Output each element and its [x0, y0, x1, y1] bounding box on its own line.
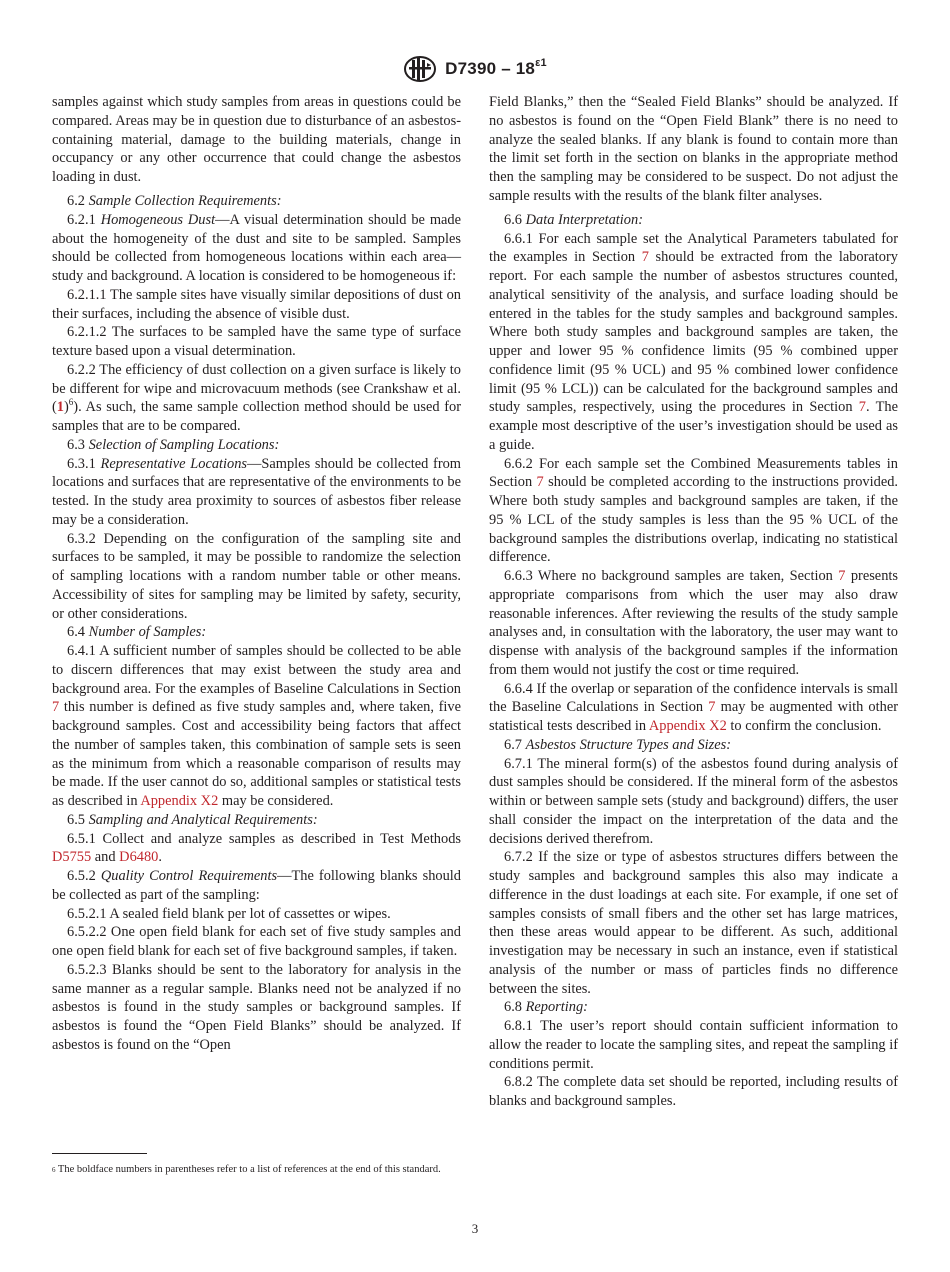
- section-6-7-heading: 6.7 Asbestos Structure Types and Sizes:: [504, 736, 732, 753]
- left-column: [52, 93, 461, 1055]
- paragraph-continuation-right: Field Blanks,” then the “Sealed Field Blanks” should be analyzed. If no asbestos is found on the “Open Field Blank” there is no need to analyze the sealed blanks. If any blank is found to contain more than the limit set forth in the section on blanks in the appropriate method then the sampling may be considered to be suspect. Do not adjust the sample results with the results of the blank filter analyses.: [489, 94, 898, 204]
- section-7-link[interactable]: 7: [536, 474, 544, 491]
- page-header: [0, 55, 950, 85]
- astm-logo-icon: [403, 55, 437, 83]
- section-6-3-heading: 6.3 Selection of Sampling Locations:: [67, 436, 280, 453]
- document-designation: $D7390 - 18^{\varepsilon 1}$: [445, 57, 547, 78]
- section-6-2-1-1: 6.2.1.1 The sample sites have visually similar depositions of dust on their surfaces, including the absence of visible dust.: [52, 286, 461, 322]
- d5755-link[interactable]: D5755: [52, 849, 92, 866]
- section-6-5-2-2: 6.5.2.2 One open field blank for each set of five study samples and one open field blank for each set of five background samples, if taken.: [52, 924, 461, 959]
- section-6-5-1: 6.5.1 Collect and analyze samples as described in Test Methods D5755 and D6480.: [52, 830, 461, 866]
- section-6-8-1: 6.8.1 The user’s report should contain sufficient information to allow the reader to locate the sampling sites, and repeat the sampling if conditions permit.: [489, 1018, 898, 1072]
- section-7-link[interactable]: 7: [52, 699, 60, 716]
- section-6-6-3: 6.6.3 Where no background samples are taken, Section 7 presents appropriate comparisons from which the user may also draw reasonable inferences. After reviewing the results of the study sample analyses and, in consultation with the laboratory, the user may want to dispense with analysis of the background samples if the information from them would not justify the cost or time required.: [489, 568, 898, 678]
- section-6-3-2: 6.3.2 Depending on the configuration of the sampling site and surfaces to be sampled, it may be possible to randomize the selection of sampling locations with a random number table or other means. Accessibility of sites for sampling may be limited by safety, security, or other considerations.: [52, 530, 461, 622]
- section-6-5-heading: 6.5 Sampling and Analytical Requirements:: [67, 811, 318, 828]
- footnote-divider: [52, 1153, 147, 1154]
- section-6-8-2: 6.8.2 The complete data set should be reported, including results of blanks and background samples.: [489, 1074, 898, 1109]
- footnote: [52, 1163, 461, 1177]
- section-6-7-2: 6.7.2 If the size or type of asbestos structures differs between the study samples and background samples this also may indicate a difference in the dust loadings at each site. For example, if one set of samples consists of small fibers and the other set has large matrices, then these areas would appear to be different. As such, additional investigation may be necessary in such an instance, even if statistical analysis of the number or mass of particles finds no difference between the sites.: [489, 849, 898, 997]
- section-6-2-heading: 6.2 Sample Collection Requirements:: [67, 193, 282, 209]
- page-number: 3: [471, 1221, 479, 1236]
- paragraph-continuation: samples against which study samples from areas in questions could be compared. Areas may be in question due to disturbance of an asbestos-containing material, damage to the building materials, change in occupancy or any other occurrence that could change the asbestos loading in dust.: [52, 94, 461, 185]
- footnote-marker: 6: [68, 397, 74, 408]
- section-7-link[interactable]: 7: [838, 568, 846, 584]
- section-6-6-4: 6.6.4 If the overlap or separation of the confidence intervals is small the Baseline Calculations in Section 7 may be augmented with other statistical tests described in Appendix X2 to confirm the conclusion.: [489, 680, 899, 734]
- section-7-link[interactable]: 7: [641, 249, 649, 266]
- edition-superscript: ε1: [535, 57, 547, 69]
- appendix-x2-link[interactable]: Appendix X2: [648, 718, 727, 734]
- section-6-8-heading: 6.8 Reporting:: [504, 999, 588, 1016]
- section-6-6-2: 6.6.2 For each sample set the Combined Measurements tables in Section 7 should be completed according to the instructions provided. Where both study samples and background samples are taken, if the 95 % LCL of the study samples is less than the 95 % UCL of the background samples the distributions overlap, indicating no statistical difference.: [489, 455, 898, 566]
- section-6-4-1: 6.4.1 A sufficient number of samples should be collected to be able to discern differences that may exist between the study area and background area. For the examples of Baseline Calculations in Section 7 this number is defined as five study samples and, where taken, five background samples. Cost and accessibility being factors that affect the number of samples taken, this combination of sample sets is seen as the minimum from which a reasonable comparison of results may be made. If the user cannot do so, additional samples or statistical tests as described in Appendix X2 may be considered.: [52, 643, 461, 809]
- section-6-7-1: 6.7.1 The mineral form(s) of the asbestos found during analysis of dust samples should be considered. If the mineral form of the asbestos within or between sample sets (study and background) differs, the user shall consider the impact on the interpretation of the data and the decisions derived therefrom.: [489, 755, 898, 847]
- section-6-5-2-1: 6.5.2.1 A sealed field blank per lot of cassettes or wipes.: [67, 905, 391, 922]
- section-7-link[interactable]: 7: [708, 699, 716, 716]
- appendix-x2-link[interactable]: Appendix X2: [140, 793, 219, 809]
- section-7-link[interactable]: 7: [858, 399, 866, 416]
- section-6-5-2: 6.5.2 Quality Control Requirements—The following blanks should be collected as part of the sampling:: [52, 868, 461, 903]
- reference-link-1[interactable]: 1: [56, 399, 64, 416]
- section-6-2-2: 6.2.2 The efficiency of dust collection on a given surface is likely to be different for wipe and microvacuum methods (see Crankshaw et al. $(1)^6$). As such, the same sample collection method should be used for samples that are to be compared.: [52, 361, 461, 434]
- footnote-index: 6: [52, 1166, 56, 1174]
- d6480-link[interactable]: D6480: [119, 849, 159, 866]
- section-6-2-1-2: 6.2.1.2 The surfaces to be sampled have the same type of surface texture based upon a visual determination.: [52, 324, 461, 359]
- section-6-4-heading: 6.4 Number of Samples:: [67, 624, 207, 641]
- right-column: [489, 93, 898, 1111]
- section-6-6-heading: 6.6 Data Interpretation:: [504, 211, 643, 228]
- footnote-text: The boldface numbers in parentheses refer to a list of references at the end of this standard.: [55, 1164, 441, 1175]
- section-6-2-1: 6.2.1 Homogeneous Dust—A visual determination should be made about the homogeneity of the dust and site to be sampled. Samples should be collected from homogeneous locations within each area—study and background. A location is considered to be homogeneous if:: [52, 211, 461, 284]
- section-6-5-2-3: 6.5.2.3 Blanks should be sent to the laboratory for analysis in the same manner as a regular sample. Blanks need not be analyzed if no asbestos is found in the study samples or background samples. If asbestos is found the “Open Field Blanks” should be analyzed. If asbestos is found on the “Open: [52, 961, 461, 1053]
- section-6-3-1: 6.3.1 Representative Locations—Samples should be collected from locations and surfaces that are representative of the environments to be tested. In the study area proximity to sources of asbestos fiber release may be a consideration.: [52, 455, 461, 528]
- section-6-6-1: 6.6.1 For each sample set the Analytical Parameters tabulated for the examples in Section 7 should be extracted from the laboratory report. For each sample the number of asbestos structures counted, analytical sensitivity of the analysis, and surface loading should be entered in the tables for the study samples and background samples. Where both study samples and background samples are taken, the upper and lower 95 % confidence limits (95 % combined upper confidence limit (95 % UCL) and 95 % combined lower confidence limit (95 % LCL)) can be calculated for the background samples and study samples, respectively, using the procedures in Section 7. The example most descriptive of the user’s investigation should be used as a guide.: [489, 230, 898, 453]
